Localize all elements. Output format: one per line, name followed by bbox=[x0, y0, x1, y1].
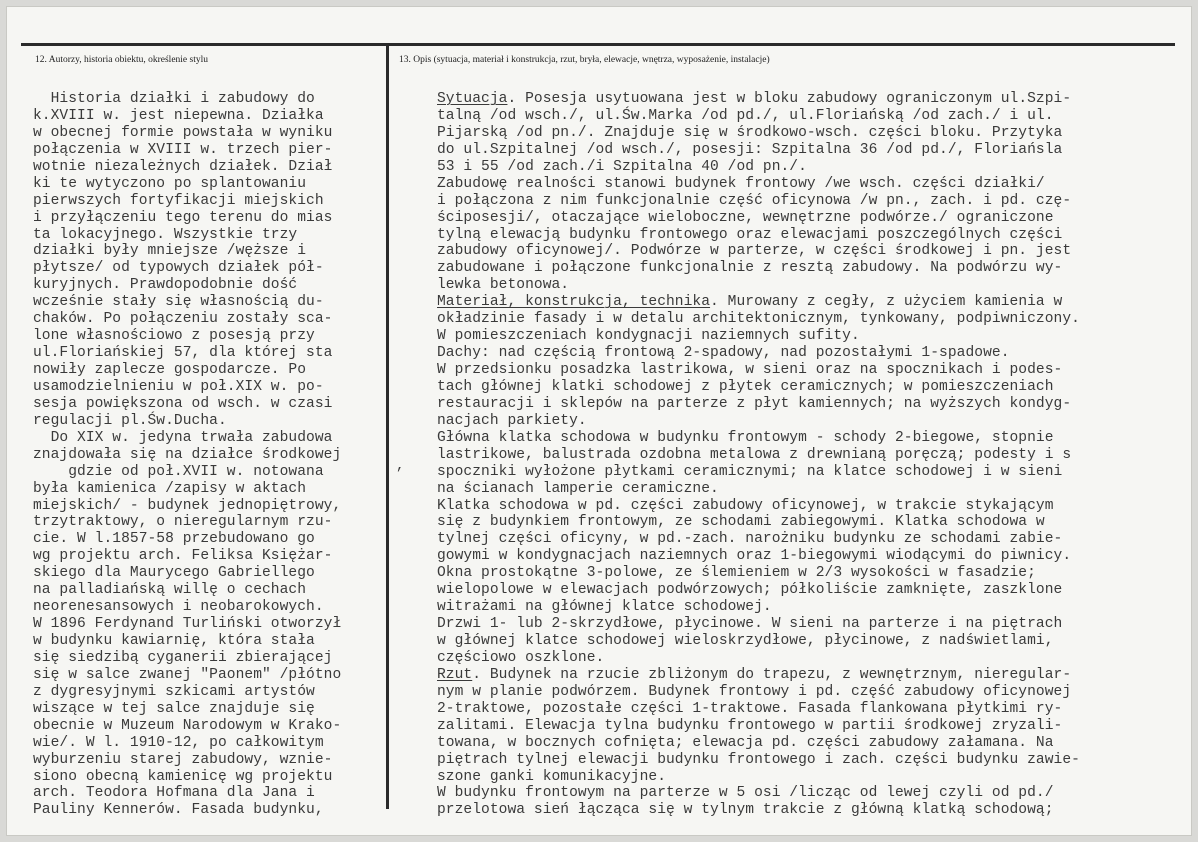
history-text-line: gdzie od poł.XVII w. notowana bbox=[33, 463, 324, 480]
description-text-line bbox=[437, 599, 1182, 616]
history-text-line: trzytraktowy, o nieregularnym rzu- bbox=[33, 514, 333, 531]
history-text-line: miejskich/ - budynek jednopiętrowy, bbox=[33, 497, 342, 514]
text-segment: W pomieszczeniach kondygnacji naziemnych sufity. bbox=[437, 328, 860, 345]
history-text-line: była kamienica /zapisy w aktach bbox=[33, 480, 307, 497]
text-segment: tach głównej klatki schodowej z płytek ceramicznych; w pomieszczeniach bbox=[437, 378, 1054, 395]
description-text-line bbox=[437, 616, 1182, 633]
text-segment: talną /od wsch./, ul.Św.Marka /od pd./, ul.Floriańską /od zach./ i ul. bbox=[437, 107, 1054, 124]
text-segment: . Murowany z cegły, z użyciem kamienia w bbox=[710, 294, 1063, 311]
history-text-line: działki były mniejsze /węższe i bbox=[33, 243, 307, 260]
history-text-line: nowiły zaplecze gospodarcze. Po bbox=[33, 362, 307, 378]
history-text-line: wotnie niezależnych działek. Dział bbox=[33, 158, 333, 175]
history-text-line: obecnie w Muzeum Narodowym w Krako- bbox=[33, 717, 342, 734]
history-text-line: regulacji pl.Św.Ducha. bbox=[33, 412, 227, 429]
description-text-line bbox=[437, 447, 1182, 464]
section-heading: Rzut bbox=[437, 666, 473, 683]
description-text-line bbox=[437, 650, 1182, 667]
text-segment: tylną elewacją budynku frontowego oraz elewacjami poszczególnych części bbox=[437, 226, 1063, 243]
description-text-line bbox=[437, 430, 1182, 447]
description-text-line bbox=[437, 227, 1182, 244]
text-segment: wielopolowe w elewacjach podwórzowych; półkoliście zamknięte, zaszklone bbox=[437, 582, 1063, 599]
history-text-line: wyburzeniu starej zabudowy, wznie- bbox=[33, 751, 333, 768]
text-segment: częściowo oszklone. bbox=[437, 649, 605, 666]
history-text-line: się w salce zwanej "Paonem" /płótno bbox=[33, 666, 342, 683]
history-text-line: płytsze/ od typowych działek pół- bbox=[33, 260, 324, 277]
text-segment: 2-traktowe, pozostałe części 1-traktowe. Fasada flankowana płytkimi ry- bbox=[437, 700, 1063, 717]
description-text-line bbox=[437, 379, 1182, 396]
description-text-line bbox=[437, 159, 1182, 176]
description-text-line bbox=[437, 328, 1182, 345]
description-text-line bbox=[437, 464, 1182, 481]
history-text-line: kuryjnych. Prawdopodobnie dość bbox=[33, 277, 298, 294]
text-segment: się z budynkiem frontowym, ze schodami zabiegowymi. Klatka schodowa w bbox=[437, 514, 1045, 531]
history-text-line: wiszące w tej salce znajduje się bbox=[33, 700, 315, 717]
text-segment: okładzinie fasady i w detalu architektonicznym, tynkowany, podpiwniczony. bbox=[437, 311, 1080, 328]
description-text-line bbox=[437, 718, 1182, 735]
text-segment: szone ganki komunikacyjne. bbox=[437, 768, 666, 785]
text-segment: W przedsionku posadzka lastrikowa, w sieni oraz na spocznikach i podes- bbox=[437, 362, 1063, 378]
text-segment: Pijarską /od pn./. Znajduje się w środkowo-wsch. części bloku. Przytyka bbox=[437, 124, 1063, 141]
history-text-line: Do XIX w. jedyna trwała zabudowa bbox=[33, 429, 333, 446]
text-segment: ściposesji/, otaczające wieloboczne, wewnętrzne podwórze./ ograniczone bbox=[437, 209, 1054, 226]
text-segment: Okna prostokątne 3-polowe, ze ślemieniem w 2/3 wysokości w fasadzie; bbox=[437, 565, 1036, 582]
description-text-column bbox=[437, 91, 1182, 819]
history-text-line: wcześnie stały się własnością du- bbox=[33, 294, 324, 311]
text-segment: . Posesja usytuowana jest w bloku zabudowy ograniczonym ul.Szpi- bbox=[507, 91, 1072, 107]
text-segment: na ścianach lamperie ceramiczne. bbox=[437, 480, 719, 497]
document-sheet bbox=[6, 6, 1192, 836]
text-segment: zabudowy oficynowej/. Podwórze w parterze, w części środkowej i pn. jest bbox=[437, 243, 1072, 260]
text-segment: witrażami na głównej klatce schodowej. bbox=[437, 599, 772, 616]
text-segment: i połączona z nim funkcjonalnie część oficynowa /w pn., zach. i pd. czę- bbox=[437, 192, 1072, 209]
history-text-column bbox=[33, 91, 385, 819]
description-text-line bbox=[437, 210, 1182, 227]
description-text-line bbox=[437, 311, 1182, 328]
left-overflow-comma: , bbox=[396, 458, 405, 474]
description-text-line bbox=[437, 413, 1182, 430]
description-text-line bbox=[437, 294, 1182, 311]
history-text-line: Historia działki i zabudowy do bbox=[33, 91, 315, 107]
history-text-line: i przyłączeniu tego terenu do mias bbox=[33, 209, 333, 226]
text-segment: Klatka schodowa w pd. części zabudowy oficynowej, w trakcie stykającym bbox=[437, 497, 1054, 514]
history-text-line: na palladiańską willę o cechach bbox=[33, 582, 307, 599]
description-text-line bbox=[437, 785, 1182, 802]
text-segment: 53 i 55 /od zach./i Szpitalna 40 /od pn./. bbox=[437, 158, 807, 175]
text-segment: . Budynek na rzucie zbliżonym do trapezu, z wewnętrznym, nieregular- bbox=[472, 666, 1072, 683]
column-divider bbox=[386, 45, 389, 809]
description-text-line bbox=[437, 481, 1182, 498]
description-text-line bbox=[437, 531, 1182, 548]
section-13-header: 13. Opis (sytuacja, materiał i konstrukcja, rzut, bryła, elewacje, wnętrza, wyposażenie, instalacje) bbox=[399, 55, 770, 65]
description-text-line bbox=[437, 498, 1182, 515]
description-text-line bbox=[437, 91, 1182, 108]
text-segment: zabudowane i połączone funkcjonalnie z resztą zabudowy. Na podwórzu wy- bbox=[437, 260, 1063, 277]
text-segment: spoczniki wyłożone płytkami ceramicznymi; na klatce schodowej i w sieni bbox=[437, 463, 1063, 480]
description-text-line bbox=[437, 802, 1182, 819]
section-12-header: 12. Autorzy, historia obiektu, określenie stylu bbox=[35, 55, 208, 65]
description-text-line bbox=[437, 277, 1182, 294]
text-segment: restauracji i sklepów na parterze z płyt kamiennych; na wyższych kondyg- bbox=[437, 395, 1072, 412]
text-segment: lewka betonowa. bbox=[437, 277, 570, 294]
description-text-line bbox=[437, 582, 1182, 599]
history-text-line: pierwszych fortyfikacji miejskich bbox=[33, 192, 324, 209]
description-text-line bbox=[437, 142, 1182, 159]
text-segment: zalitami. Elewacja tylna budynku frontowego w partii środkowej zryzali- bbox=[437, 717, 1063, 734]
history-text-line: się siedzibą cyganerii zbierającej bbox=[33, 649, 333, 666]
text-segment: Główna klatka schodowa w budynku frontowym - schody 2-biegowe, stopnie bbox=[437, 429, 1054, 446]
history-text-line: ul.Floriańskiej 57, dla której sta bbox=[33, 345, 333, 362]
history-text-line: znajdowała się na działce środkowej bbox=[33, 446, 342, 463]
history-text-line: ta lokacyjnego. Wszystkie trzy bbox=[33, 226, 298, 243]
history-text-line: chaków. Po połączeniu zostały sca- bbox=[33, 311, 333, 328]
description-text-line bbox=[437, 396, 1182, 413]
description-text-line bbox=[437, 752, 1182, 769]
description-text-line bbox=[437, 565, 1182, 582]
description-text-line bbox=[437, 193, 1182, 210]
description-text-line bbox=[437, 125, 1182, 142]
text-segment: przelotowa sień łącząca się w tylnym trakcie z główną klatką schodową; bbox=[437, 802, 1054, 819]
description-text-line bbox=[437, 243, 1182, 260]
description-text-line bbox=[437, 345, 1182, 362]
text-segment: tylnej części oficyny, w pd.-zach. narożniku budynku ze schodami zabie- bbox=[437, 531, 1063, 548]
text-segment: do ul.Szpitalnej /od wsch./, posesji: Szpitalna 36 /od pd./, Floriańsla bbox=[437, 141, 1063, 158]
history-text-line: skiego dla Maurycego Gabriellego bbox=[33, 565, 315, 582]
history-text-line: Pauliny Kennerów. Fasada budynku, bbox=[33, 802, 324, 819]
text-segment: W budynku frontowym na parterze w 5 osi /licząc od lewej czyli od pd./ bbox=[437, 785, 1054, 802]
text-segment: towana, w bocznych cofnięta; elewacja pd. części zabudowy załamana. Na bbox=[437, 734, 1054, 751]
text-segment: nym w planie podwórzem. Budynek frontowy i pd. część zabudowy oficynowej bbox=[437, 683, 1072, 700]
description-text-line bbox=[437, 108, 1182, 125]
history-text-line: W 1896 Ferdynand Turliński otworzył bbox=[33, 616, 342, 633]
history-text-line: w budynku kawiarnię, która stała bbox=[33, 633, 315, 649]
description-text-line bbox=[437, 667, 1182, 684]
text-segment: nacjach parkiety. bbox=[437, 412, 587, 429]
text-segment: Dachy: nad częścią frontową 2-spadowy, nad pozostałymi 1-spadowe. bbox=[437, 345, 1010, 362]
history-text-line: połączenia w XVIII w. trzech pier- bbox=[33, 141, 333, 158]
description-text-line bbox=[437, 362, 1182, 379]
description-text-line bbox=[437, 684, 1182, 701]
section-heading: Materiał, konstrukcja, technika bbox=[437, 294, 711, 311]
description-text-line bbox=[437, 176, 1182, 193]
description-text-line bbox=[437, 633, 1182, 650]
history-text-line: sesja powiększona od wsch. w czasi bbox=[33, 395, 333, 412]
text-segment: lastrikowe, balustrada ozdobna metalowa z drewnianą poręczą; podesty i s bbox=[437, 446, 1072, 463]
history-text-line: lone własnościowo z posesją przy bbox=[33, 328, 315, 345]
history-text-line: siono obecną kamienicę wg projektu bbox=[33, 768, 333, 785]
text-segment: Zabudowę realności stanowi budynek frontowy /we wsch. części działki/ bbox=[437, 175, 1045, 192]
history-text-line: arch. Teodora Hofmana dla Jana i bbox=[33, 785, 315, 802]
description-text-line bbox=[437, 260, 1182, 277]
text-segment: gowymi w kondygnacjach naziemnych oraz 1-biegowymi wiodącymi do piwnicy. bbox=[437, 548, 1072, 565]
history-text-line: z dygresyjnymi szkicami artystów bbox=[33, 683, 315, 700]
description-text-line bbox=[437, 735, 1182, 752]
section-heading: Sytuacja bbox=[437, 91, 508, 107]
history-text-line: wie/. W l. 1910-12, po całkowitym bbox=[33, 734, 324, 751]
history-text-line: wg projektu arch. Feliksa Księżar- bbox=[33, 548, 333, 565]
history-text-line: ki te wytyczono po splantowaniu bbox=[33, 175, 307, 192]
description-text-line bbox=[437, 548, 1182, 565]
history-text-line: usamodzielnieniu w poł.XIX w. po- bbox=[33, 378, 324, 395]
history-text-line: k.XVIII w. jest niepewna. Działka bbox=[33, 107, 324, 124]
history-text-line: neorenesansowych i neobarokowych. bbox=[33, 599, 324, 616]
history-text-line: cie. W l.1857-58 przebudowano go bbox=[33, 531, 315, 548]
description-text-line bbox=[437, 514, 1182, 531]
text-segment: piętrach tylnej elewacji budynku frontowego i zach. części budynku zawie- bbox=[437, 751, 1080, 768]
text-segment: w głównej klatce schodowej wieloskrzydłowe, płycinowe, z nadświetlami, bbox=[437, 633, 1054, 649]
description-text-line bbox=[437, 701, 1182, 718]
top-rule bbox=[21, 43, 1175, 46]
history-text-line: w obecnej formie powstała w wyniku bbox=[33, 124, 333, 141]
text-segment: Drzwi 1- lub 2-skrzydłowe, płycinowe. W sieni na parterze i na piętrach bbox=[437, 616, 1063, 633]
description-text-line bbox=[437, 769, 1182, 786]
